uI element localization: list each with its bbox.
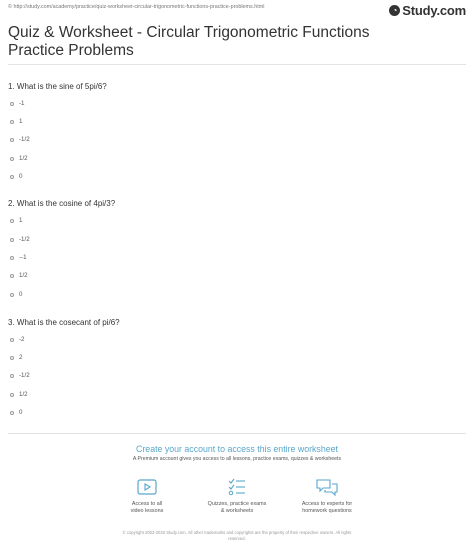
feature-line-1: Access to all [131, 501, 163, 507]
option-label: 0 [19, 409, 23, 416]
feature-line-2: video lessons [130, 508, 164, 514]
chat-experts-icon [315, 477, 339, 497]
q1-option-2[interactable] [10, 118, 22, 125]
radio-button[interactable] [10, 393, 14, 397]
option-label: 1/2 [19, 155, 28, 162]
feature-line-1: Quizzes, practice exams [207, 501, 267, 507]
page-title: Quiz & Worksheet - Circular Trigonometric Functions Practice Problems [8, 24, 370, 59]
option-label: 0 [19, 173, 23, 180]
premium-description: A Premium account gives you access to all lessons, practice exams, quizzes & worksheets [132, 456, 342, 462]
radio-button[interactable] [10, 175, 14, 179]
q1-option-1[interactable] [10, 100, 25, 107]
copyright-footer [0, 530, 474, 542]
radio-button[interactable] [10, 219, 14, 223]
q1-option-5[interactable] [10, 173, 22, 180]
feature-line-1: Access to experts for [301, 501, 353, 507]
option-label: 1/2 [19, 391, 28, 398]
q3-option-3[interactable] [10, 372, 30, 379]
quiz-checklist-icon [226, 477, 248, 497]
study-logo [389, 3, 466, 18]
question-2: 2. What is the cosine of 4pi/3? [8, 199, 116, 208]
option-label: -1 [19, 100, 25, 107]
feature-video-lessons [112, 477, 182, 515]
radio-button[interactable] [10, 411, 14, 415]
study-logo-text: Study.com [402, 3, 466, 18]
title-divider [8, 64, 466, 65]
feature-line-2: homework questions [302, 508, 352, 514]
q2-option-4[interactable] [10, 272, 28, 279]
radio-button[interactable] [10, 102, 14, 106]
option-label: -1/2 [19, 372, 30, 379]
radio-button[interactable] [10, 356, 14, 360]
radio-button[interactable] [10, 138, 14, 142]
q1-option-3[interactable] [10, 136, 30, 143]
option-label: -1/2 [19, 236, 30, 243]
video-lesson-icon [136, 477, 158, 497]
feature-line-2: & worksheets [220, 508, 254, 514]
q2-option-1[interactable] [10, 217, 22, 224]
option-label: --1 [19, 254, 27, 261]
option-label: -1/2 [19, 136, 30, 143]
radio-button[interactable] [10, 256, 14, 260]
study-logo-icon: ◔ [389, 5, 400, 16]
source-url: © http://study.com/academy/practice/quiz-worksheet-circular-trigonometric-functions-practice-problems.html [8, 4, 265, 10]
radio-button[interactable] [10, 374, 14, 378]
option-label: 1 [19, 217, 23, 224]
option-label: 1/2 [19, 272, 28, 279]
option-label: -2 [19, 336, 25, 343]
option-label: 2 [19, 354, 23, 361]
footer-line-1: © copyright 2003-2020 Study.com. All other trademarks and copyrights are the property of their respective owners. All rights [122, 530, 352, 535]
radio-button[interactable] [10, 238, 14, 242]
radio-button[interactable] [10, 157, 14, 161]
q1-option-4[interactable] [10, 155, 28, 162]
q2-option-3[interactable] [10, 254, 27, 261]
q3-option-2[interactable] [10, 354, 22, 361]
create-account-link[interactable]: Create your account to access this entire worksheet [136, 444, 338, 454]
question-3: 3. What is the cosecant of pi/6? [8, 318, 120, 327]
feature-quizzes [202, 477, 272, 515]
q2-option-2[interactable] [10, 236, 30, 243]
radio-button[interactable] [10, 120, 14, 124]
radio-button[interactable] [10, 338, 14, 342]
option-label: 0 [19, 291, 23, 298]
cta-divider [8, 433, 466, 434]
q3-option-4[interactable] [10, 391, 28, 398]
radio-button[interactable] [10, 293, 14, 297]
feature-experts [292, 477, 362, 515]
q3-option-1[interactable] [10, 336, 25, 343]
option-label: 1 [19, 118, 23, 125]
radio-button[interactable] [10, 274, 14, 278]
question-1: 1. What is the sine of 5pi/6? [8, 82, 107, 91]
footer-line-2: reserved. [228, 536, 246, 541]
q2-option-5[interactable] [10, 291, 22, 298]
q3-option-5[interactable] [10, 409, 22, 416]
